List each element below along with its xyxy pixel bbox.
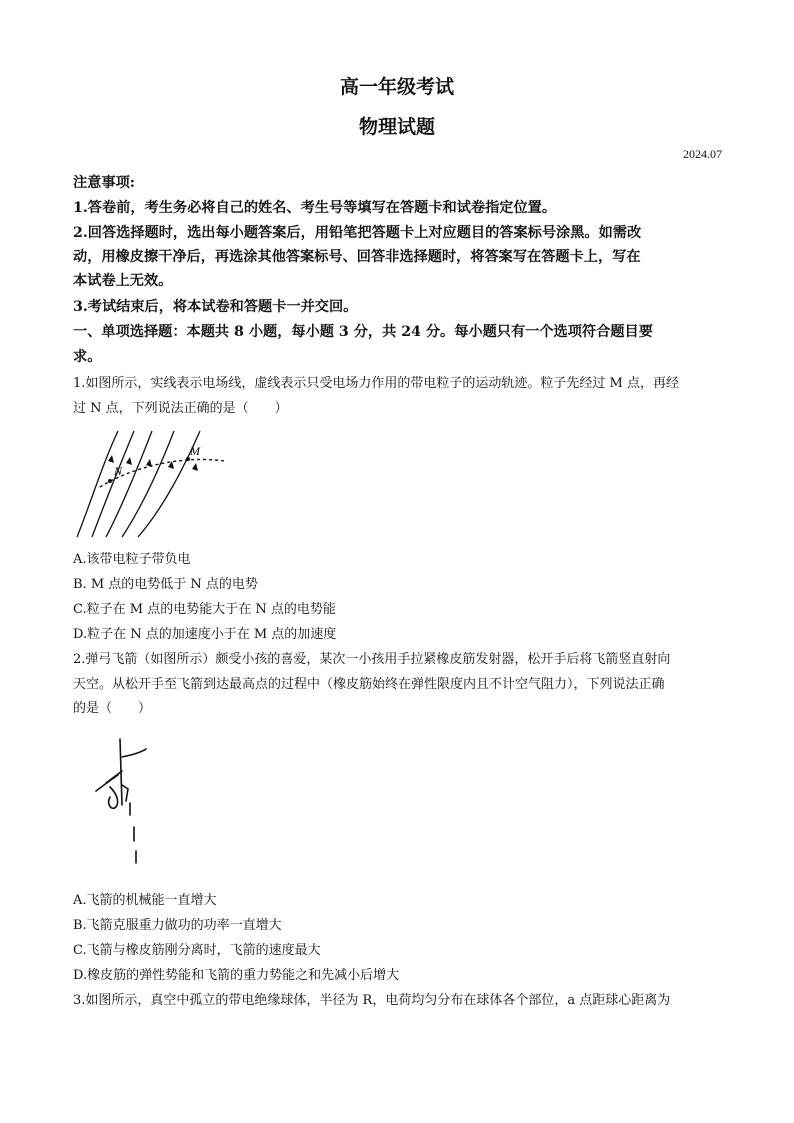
label-m: M xyxy=(190,444,200,458)
point-n xyxy=(108,479,112,483)
notice-heading: 注意事项: xyxy=(73,175,135,191)
electric-field-figure xyxy=(72,425,242,540)
q1-option-d: D.粒子在 N 点的加速度小于在 M 点的加速度 xyxy=(73,627,337,642)
question-1-line-1: 1.如图所示，实线表示电场线，虚线表示只受电场力作用的带电粒子的运动轨迹。粒子先经过 M 点，再经 xyxy=(73,376,679,391)
section-heading-line-2: 求。 xyxy=(73,349,102,365)
q1-option-a: A.该带电粒子带负电 xyxy=(73,552,191,567)
page-title: 高一年级考试 xyxy=(339,76,454,98)
exam-date: 2024.07 xyxy=(683,147,722,161)
question-2-line-2: 天空。从松开手至飞箭到达最高点的过程中（橡皮筋始终在弹性限度内且不计空气阻力），下列说法正确 xyxy=(73,677,665,692)
question-3-line-1: 3.如图所示，真空中孤立的带电绝缘球体，半径为 R，电荷均匀分布在球体各个部位，a 点距球心距离为 xyxy=(73,993,671,1008)
page-subtitle: 物理试题 xyxy=(358,116,435,138)
q1-option-c: C.粒子在 M 点的电势能大于在 N 点的电势能 xyxy=(73,602,336,617)
q2-option-d: D.橡皮筋的弹性势能和飞箭的重力势能之和先减小后增大 xyxy=(73,968,400,983)
notice-item-3: 3.考试结束后，将本试卷和答题卡一并交回。 xyxy=(73,299,358,315)
notice-item-2-line-2: 动，用橡皮擦干净后，再选涂其他答案标号、回答非选择题时，将答案写在答题卡上，写在 xyxy=(73,249,641,265)
q1-option-b: B. M 点的电势低于 N 点的电势 xyxy=(73,577,258,592)
q2-option-a: A.飞箭的机械能一直增大 xyxy=(73,893,217,908)
q2-option-b: B.飞箭克服重力做功的功率一直增大 xyxy=(73,918,282,933)
notice-item-2-line-1: 2.回答选择题时，选出每小题答案后，用铅笔把答题卡上对应题目的答案标号涂黑。如需改 xyxy=(73,225,642,241)
question-2-line-3: 的是（ ） xyxy=(73,701,152,716)
notice-item-2-line-3: 本试卷上无效。 xyxy=(73,273,173,289)
question-1-line-2: 过 N 点，下列说法正确的是（ ） xyxy=(73,401,288,416)
section-heading-line-1: 一、单项选择题：本题共 8 小题，每小题 3 分，共 24 分。每小题只有一个选项符合题目要 xyxy=(73,324,653,340)
question-2-line-1: 2.弹弓飞箭（如图所示）颇受小孩的喜爱，某次一小孩用手拉紧橡皮筋发射器，松开手后将飞箭竖直射向 xyxy=(73,652,671,667)
notice-item-1: 1.答卷前，考生务必将自己的姓名、考生号等填写在答题卡和试卷指定位置。 xyxy=(73,200,557,216)
slingshot-arrow-figure xyxy=(92,735,162,875)
field-line xyxy=(92,431,134,537)
field-line xyxy=(122,431,174,537)
q2-option-c: C.飞箭与橡皮筋刚分离时，飞箭的速度最大 xyxy=(73,943,321,958)
label-n: N xyxy=(114,464,123,478)
